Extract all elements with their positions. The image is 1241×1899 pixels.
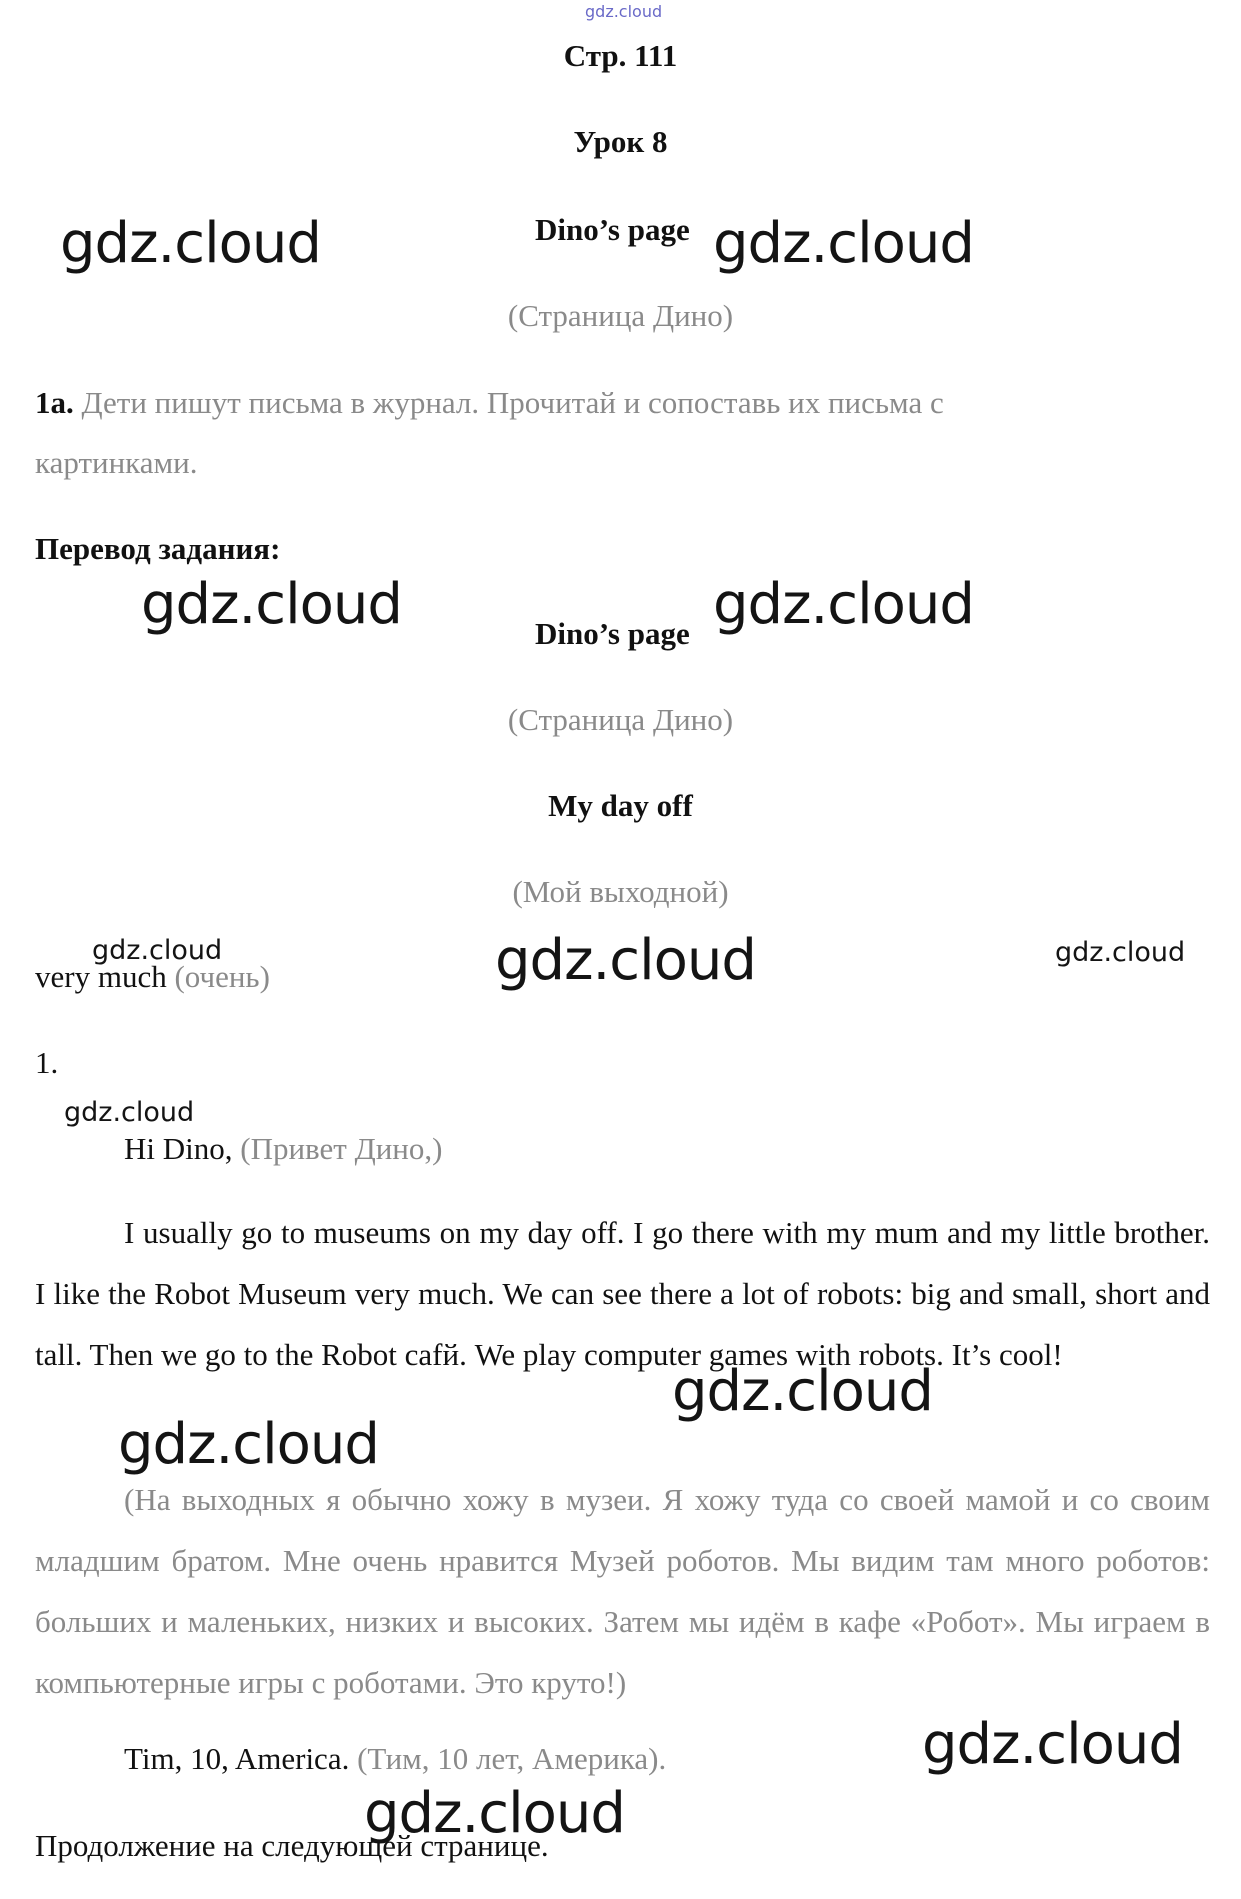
watermark: gdz.cloud [118,1412,379,1477]
letter-greeting-line [124,1131,442,1167]
letter-subtitle: My day off [548,788,693,823]
watermark: gdz.cloud [64,1097,195,1128]
watermark-top: gdz.cloud [585,2,663,21]
watermark: gdz.cloud [141,572,402,637]
lesson-title: Урок 8 [573,124,668,159]
translation-heading: Перевод задания: [35,531,281,566]
vocab-word: very much [35,959,167,994]
watermark: gdz.cloud [495,928,756,993]
task-number: 1a. [35,385,74,420]
vocab-translation: (очень) [174,959,270,994]
letter-subtitle-translation: (Мой выходной) [512,874,729,909]
page-number: Стр. 111 [563,38,678,73]
watermark: gdz.cloud [1055,937,1186,968]
watermark: gdz.cloud [713,211,974,276]
section-title-translation: (Страница Дино) [507,702,734,737]
letter-signature-translation: (Тим, 10 лет, Америка). [357,1741,667,1776]
watermark: gdz.cloud [60,211,321,276]
watermark: gdz.cloud [713,572,974,637]
task-line-1 [35,385,1215,421]
vocab-line [35,959,1215,995]
letter-number: 1. [35,1045,59,1080]
section-title: Dino’s page [535,212,690,247]
letter-body: I usually go to museums on my day off. I go there with my mum and my little brother. I like the Robot Museum very much. We can see there a lot of robots: big and small, short and tall. Then we go to the Robot cafй. We play computer games with robots. It’s cool! [35,1215,1210,1372]
letter-signature: Tim, 10, America. [124,1741,350,1776]
section-title: Dino’s page [535,616,690,651]
letter-greeting: Hi Dino, [124,1131,233,1166]
letter-body-translation: (На выходных я обычно хожу в музеи. Я хожу туда со своей мамой и со своим младшим братом. Мне очень нравится Музей роботов. Мы видим там много роботов: больших и маленьких, низких и высоких. Затем мы идём в кафе «Робот». Мы играем в компьютерные игры с роботами. Это круто!) [35,1482,1210,1700]
footer-continue-note: Продолжение на следующей странице. [35,1828,549,1863]
task-text: Дети пишут письма в журнал. Прочитай и сопоставь их письма с [81,385,944,420]
section-title-translation: (Страница Дино) [507,298,734,333]
task-line-2: картинками. [35,445,198,480]
watermark: gdz.cloud [364,1781,625,1846]
watermark: gdz.cloud [922,1712,1183,1777]
watermark: gdz.cloud [672,1359,933,1424]
watermark: gdz.cloud [92,935,223,966]
letter-greeting-translation: (Привет Дино,) [240,1131,443,1166]
letter-signature-line [124,1741,666,1777]
